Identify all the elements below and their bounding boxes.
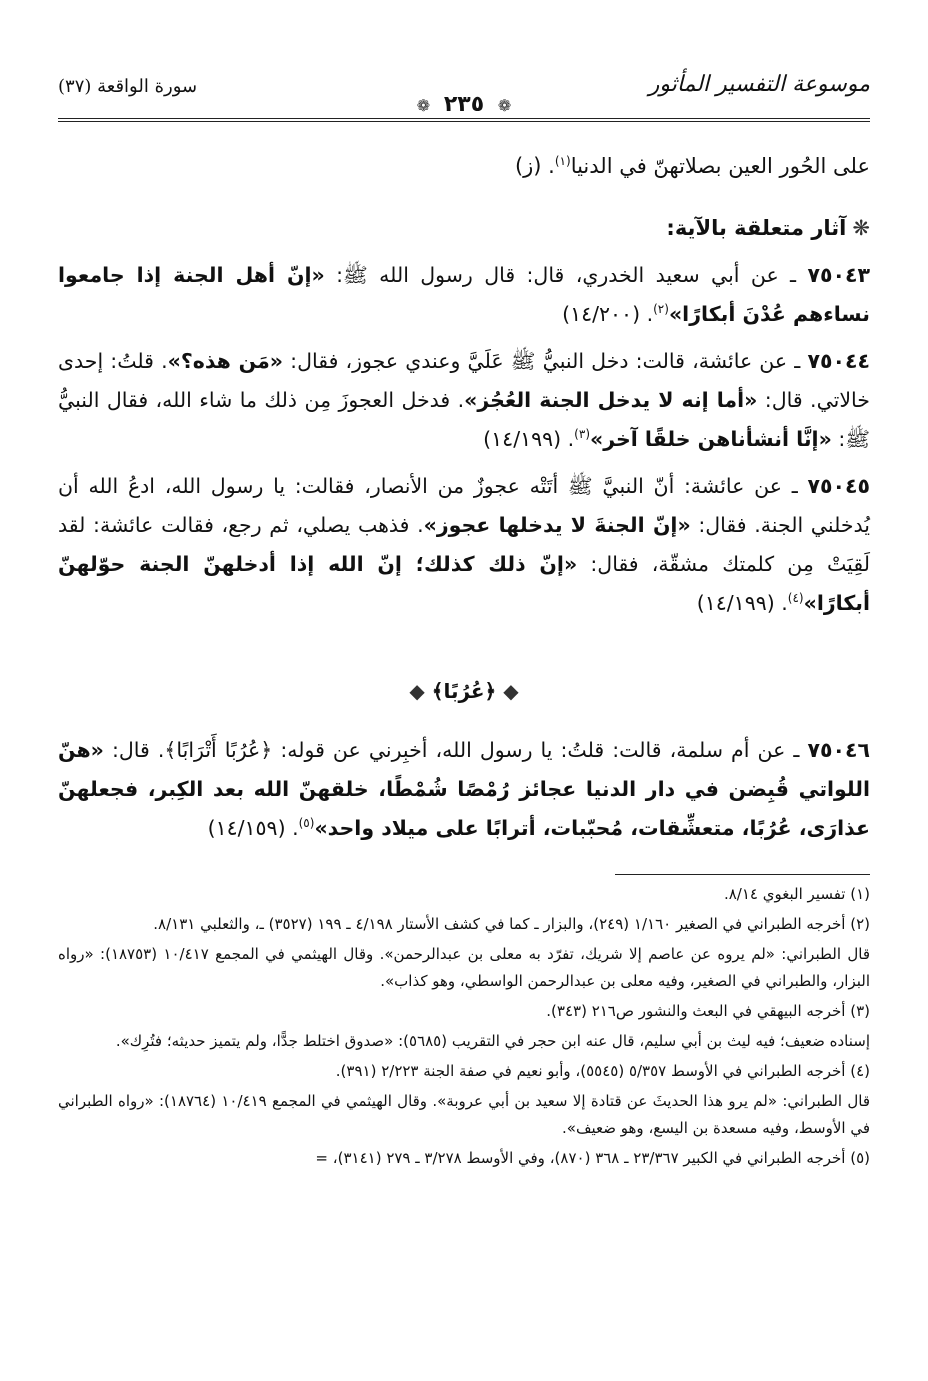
- footnotes: [58, 881, 870, 1172]
- footnote: (٢) أخرجه الطبراني في الصغير ١/١٦٠ (٢٤٩)، والبزار ـ كما في كشف الأستار ٤/١٩٨ ـ ١٩٩ (٣٥٢٧) ـ، والثعلبي ٨/١٣١.: [153, 915, 870, 933]
- entry-reference: . (١٤/١٩٩): [696, 591, 788, 615]
- surah-label: سورة الواقعة (٣٧): [58, 76, 198, 97]
- entry-quote: «إنّ أهل الجنة إذا جامعوا نساءهم عُدْنَ أبكارًا»: [58, 263, 870, 326]
- footnote-marker: (٢): [653, 302, 669, 317]
- footnote-marker: (٤): [787, 591, 804, 606]
- entry-text: . فذهب يصلي، ثم رجع، فقالت عائشة: لقد لَقِيَتْ مِن كلمتك مشقّة، فقال:: [58, 513, 870, 576]
- entry-number: ٧٥٠٤٣: [807, 263, 870, 287]
- footnote: (١) تفسير البغوي ٨/١٤.: [723, 885, 870, 903]
- entry-text: . قلتُ: إحدى خالاتي. قال:: [58, 349, 870, 412]
- hadith-entry: [58, 467, 870, 623]
- entry-quote: «إنَّا أنشأناهن خلقًا آخر»: [590, 427, 832, 451]
- intro-tag: . (ز): [514, 154, 555, 178]
- section-title-text: آثار متعلقة بالآية:: [666, 216, 847, 240]
- verse-heading-text: ﴿عُرُبًا﴾: [431, 679, 497, 703]
- hadith-entry: [58, 342, 870, 459]
- entry-reference: . (١٤/١٩٩): [483, 427, 575, 451]
- page-number: ٢٣٥: [443, 92, 485, 117]
- flower-ornament-icon: ❋: [852, 216, 870, 240]
- entry-text: ـ عن أبي سعيد الخدري، قال: قال رسول الله ﷺ:: [324, 263, 808, 287]
- entry-number: ٧٥٠٤٤: [807, 349, 870, 373]
- entry-text: ـ عن عائشة، قالت: دخل النبيُّ ﷺ عَلَيَّ وعندي عجوز، فقال:: [283, 349, 808, 373]
- entry-quote: «إنّ ذلك كذلك؛ إنّ الله إذا أدخلهنّ الجنة حوّلهنّ أبكارًا»: [58, 552, 870, 615]
- footnote-marker: (٥): [298, 816, 315, 831]
- intro-text: على الحُور العين بصلاتهنّ في الدنيا: [570, 154, 870, 178]
- page-header: [58, 60, 870, 118]
- intro-paragraph: [58, 146, 870, 186]
- ornament-icon: ❁: [497, 96, 512, 115]
- verse-heading: [58, 679, 870, 703]
- ornament-icon: ◆: [409, 679, 425, 703]
- footnote-divider: [615, 874, 870, 875]
- entry-quote: «مَن هذه؟»: [167, 349, 284, 373]
- entry-reference: . (١٤/٢٠٠): [562, 302, 654, 326]
- entry-quote: «هنّ اللواتي قُبِضن في دار الدنيا عجائز رُمْصًا شُمْطًا، خلقهنّ الله بعد الكِبر، فجعلهنّ عذارَى، عُرُبًا، متعشِّقات، مُحبّبات، أترابًا على ميلاد واحد»: [58, 738, 870, 840]
- book-title: موسوعة التفسير المأثور: [648, 72, 870, 97]
- footnote: (٣) أخرجه البيهقي في البعث والنشور ص٢١٦ (٣٤٣).: [546, 1002, 870, 1020]
- footnote: إسناده ضعيف؛ فيه ليث بن أبي سليم، قال عنه ابن حجر في التقريب (٥٦٨٥): «صدوق اختلط جدًّا، ولم يتميز حديثه؛ فتُرِك».: [115, 1032, 870, 1050]
- header-rule: [58, 118, 870, 122]
- entry-number: ٧٥٠٤٥: [807, 474, 870, 498]
- footnote: قال الطبراني: «لم يروه عن عاصم إلا شريك، تفرّد به معلى بن عبدالرحمن». وقال الهيثمي في المجمع ١٠/٤١٧ (١٨٧٥٣): «رواه البزار، والطبراني في الصغير، وفيه معلى بن عبدالرحمن الواسطي، وهو كذاب».: [58, 945, 870, 990]
- entry-number: ٧٥٠٤٦: [807, 738, 870, 762]
- entry-quote: «إنّ الجنةَ لا يدخلها عجوز»: [423, 513, 691, 537]
- section-title: [58, 208, 870, 248]
- entry-text: ـ عن أم سلمة، قالت: قلتُ: يا رسول الله، أخبِرني عن قوله: ﴿عُرُبًا أَتْرَابًا﴾. قال:: [103, 738, 808, 762]
- footnote: قال الطبراني: «لم يرو هذا الحديثَ عن قتادة إلا سعيد بن أبي عروبة». وقال الهيثمي في المجمع ١٠/٤١٩ (١٨٧٦٤): «رواه الطبراني في الأوسط، وفيه مسعدة بن اليسع، وهو ضعيف».: [58, 1092, 871, 1137]
- footnote: (٤) أخرجه الطبراني في الأوسط ٥/٣٥٧ (٥٥٤٥)، وأبو نعيم في صفة الجنة ٢/٢٢٣ (٣٩١).: [335, 1062, 870, 1080]
- entry-quote: «أما إنه لا يدخل الجنة العُجُز»: [464, 388, 758, 412]
- book-page: [58, 60, 870, 1341]
- ornament-icon: ◆: [503, 679, 519, 703]
- hadith-entry: [58, 256, 870, 334]
- page-number-block: [58, 92, 870, 117]
- entry-text: ـ عن عائشة: أنّ النبيَّ ﷺ أتَتْه عجوزٌ من الأنصار، فقالت: يا رسول الله، ادعُ الله أن يُدخلني الجنة. فقال:: [58, 474, 870, 537]
- footnote-marker: (٣): [574, 427, 590, 442]
- footnote: (٥) أخرجه الطبراني في الكبير ٢٣/٣٦٧ ـ ٣٦٨ (٨٧٠)، وفي الأوسط ٣/٢٧٨ ـ ٢٧٩ (٣١٤١)، =: [315, 1149, 870, 1167]
- ornament-icon: ❁: [416, 96, 431, 115]
- footnote-marker: (١): [554, 154, 571, 168]
- hadith-entry: [58, 731, 870, 848]
- entry-text: . فدخل العجوزَ مِن ذلك ما شاء الله، فقال النبيُّ ﷺ:: [58, 388, 870, 451]
- entry-reference: . (١٤/١٥٩): [207, 816, 299, 840]
